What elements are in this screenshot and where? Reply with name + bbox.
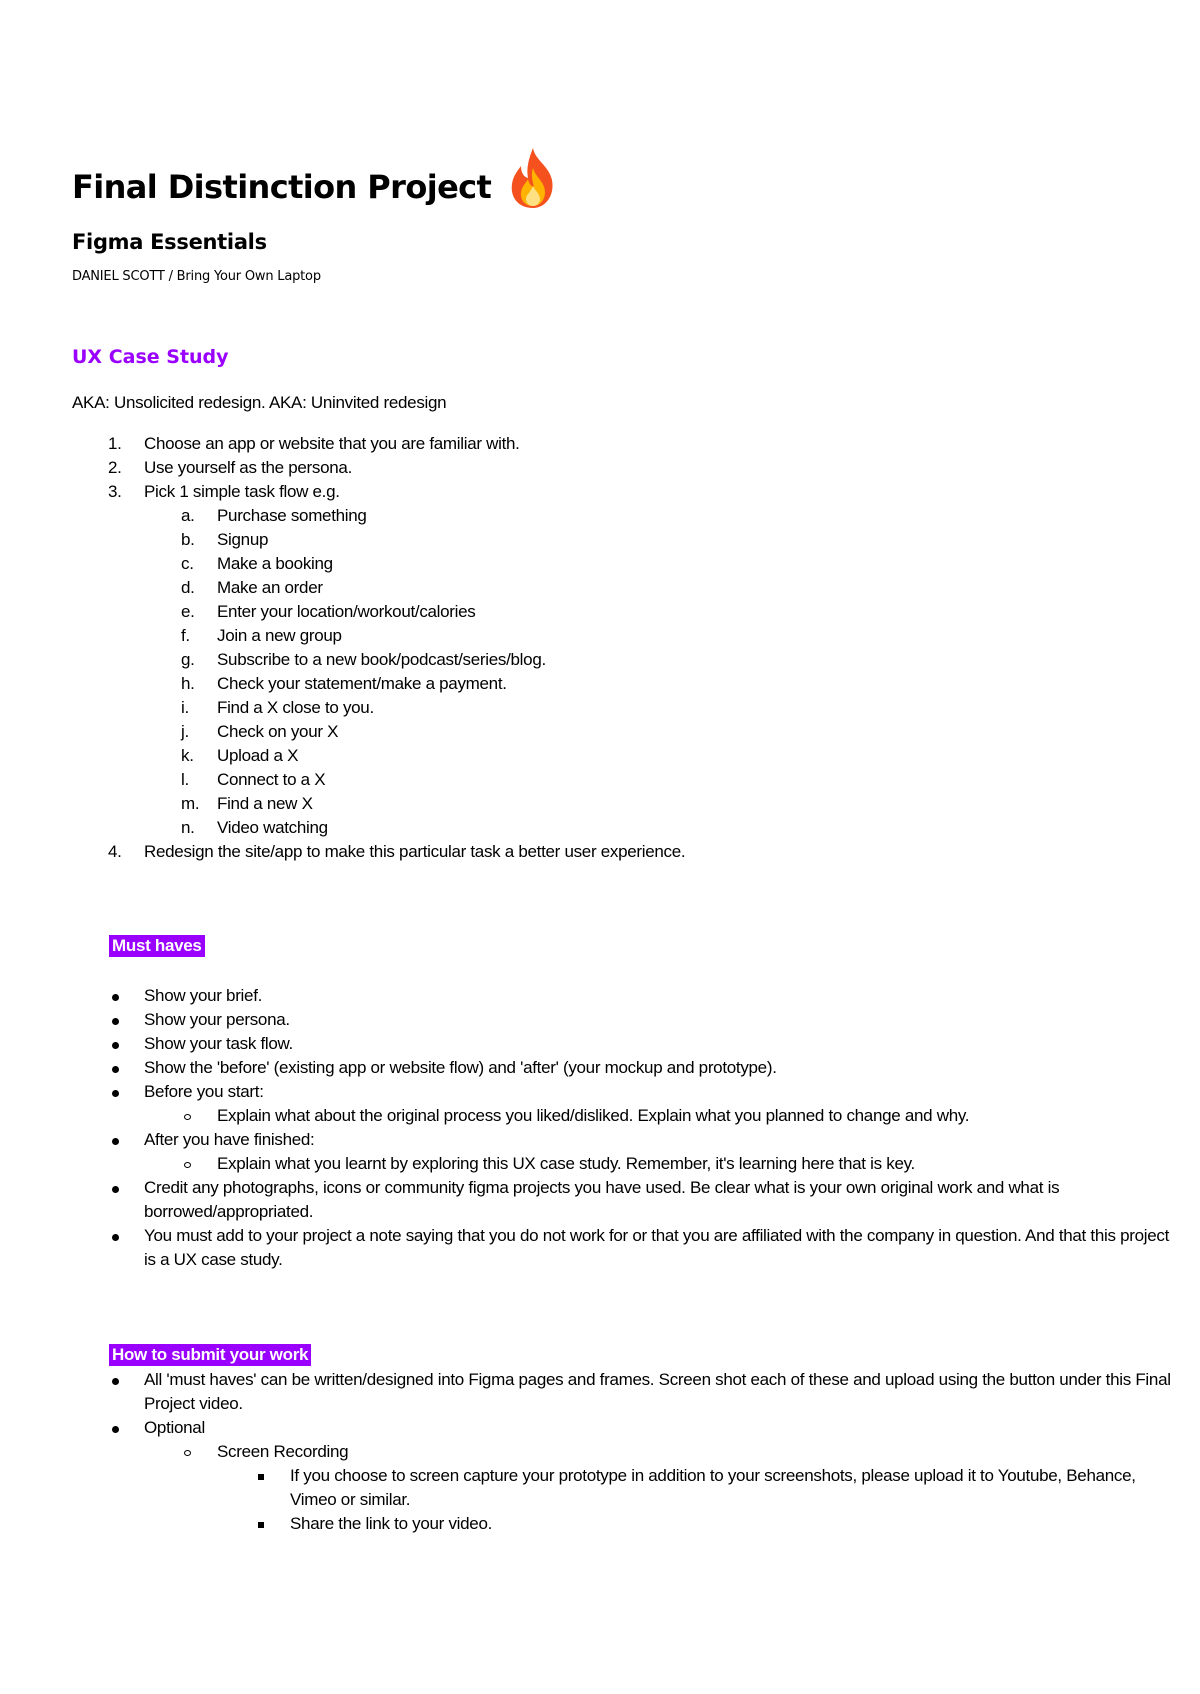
square-bullet-icon [258,1474,264,1480]
list-item-text: If you choose to screen capture your prototype in addition to your screenshots, please upload it to Youtube, Behance, Vimeo or similar. [290,1466,1136,1509]
author-byline: DANIEL SCOTT / Bring Your Own Laptop [72,269,321,284]
square-bullet-icon [258,1522,264,1528]
list-marker: b. [181,530,195,549]
list-marker: m. [181,794,200,813]
bullet-icon [112,994,119,1001]
list-item-text: Redesign the site/app to make this particular task a better user experience. [144,842,686,861]
list-item-text: Use yourself as the persona. [144,458,352,477]
list-item-text: Show your task flow. [144,1034,293,1053]
list-item-text: Find a new X [217,794,313,813]
list-item-text: Make a booking [217,554,333,573]
section-heading-must-haves: Must haves [109,935,205,957]
list-item-text: Purchase something [217,506,367,525]
list-item-text: You must add to your project a note saying that you do not work for or that you are affiliated with the company in question. And that this project is a UX case study. [144,1226,1170,1269]
list-marker: n. [181,818,195,837]
list-item-text: After you have finished: [144,1130,315,1149]
aka-line: AKA: Unsolicited redesign. AKA: Uninvited redesign [72,393,447,412]
list-marker: k. [181,746,194,765]
list-item-text: Video watching [217,818,328,837]
list-marker: d. [181,578,195,597]
bullet-icon [112,1042,119,1049]
bullet-icon [112,1426,119,1433]
list-marker: h. [181,674,195,693]
hollow-bullet-icon [184,1162,191,1168]
document-title [72,164,561,210]
list-item-text: Subscribe to a new book/podcast/series/blog. [217,650,546,669]
list-marker: a. [181,506,195,525]
bullet-icon [112,1234,119,1241]
section-heading-how-to-submit: How to submit your work [109,1344,311,1366]
list-item-text: Before you start: [144,1082,264,1101]
list-item-text: Screen Recording [217,1442,349,1461]
list-item-text: Optional [144,1418,205,1437]
list-marker: i. [181,698,189,717]
list-item-text: Enter your location/workout/calories [217,602,476,621]
list-item-text: Explain what you learnt by exploring this UX case study. Remember, it's learning here that is key. [217,1154,915,1173]
list-marker: j. [181,722,189,741]
bullet-icon [112,1186,119,1193]
list-item-text: All 'must haves' can be written/designed into Figma pages and frames. Screen shot each of these and upload using the button under this Final Project video. [144,1370,1171,1413]
fire-icon [505,146,561,210]
list-item-text: Signup [217,530,269,549]
list-item-text: Show your brief. [144,986,263,1005]
list-item-text: Choose an app or website that you are familiar with. [144,434,520,453]
list-item-text: Connect to a X [217,770,326,789]
list-item-text: Credit any photographs, icons or community figma projects you have used. Be clear what is your own original work and what is borrowed/appropriated. [144,1178,1060,1221]
document-title-text: Final Distinction Project [72,168,492,206]
document-subtitle: Figma Essentials [72,230,267,254]
list-marker: 4. [108,842,122,861]
list-item-text: Find a X close to you. [217,698,374,717]
bullet-icon [112,1018,119,1025]
list-marker: f. [181,626,190,645]
list-marker: e. [181,602,195,621]
section-heading-ux-case-study: UX Case Study [72,346,229,368]
bullet-icon [112,1378,119,1385]
list-item-text: Upload a X [217,746,299,765]
list-item-text: Share the link to your video. [290,1514,493,1533]
bullet-icon [112,1066,119,1073]
list-marker: 2. [108,458,122,477]
list-item-text: Check your statement/make a payment. [217,674,507,693]
bullet-icon [112,1090,119,1097]
list-item-text: Show your persona. [144,1010,290,1029]
list-item-text: Join a new group [217,626,342,645]
list-marker: c. [181,554,194,573]
list-item-text: Check on your X [217,722,339,741]
list-item-text: Pick 1 simple task flow e.g. [144,482,340,501]
list-item-text: Explain what about the original process you liked/disliked. Explain what you planned to change and why. [217,1106,970,1125]
list-marker: 1. [108,434,122,453]
list-item-text: Show the 'before' (existing app or website flow) and 'after' (your mockup and prototype). [144,1058,777,1077]
hollow-bullet-icon [184,1114,191,1120]
list-marker: g. [181,650,195,669]
list-marker: 3. [108,482,122,501]
list-marker: l. [181,770,189,789]
list-item-text: Make an order [217,578,323,597]
bullet-icon [112,1138,119,1145]
hollow-bullet-icon [184,1450,191,1456]
